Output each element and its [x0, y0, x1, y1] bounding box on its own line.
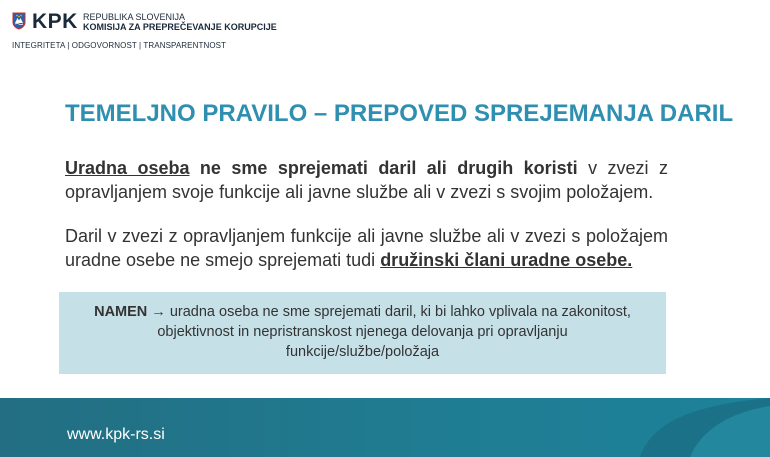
org-name-line2: KOMISIJA ZA PREPREČEVANJE KORUPCIJE: [83, 22, 277, 32]
website-link[interactable]: www.kpk-rs.si: [67, 426, 165, 443]
purpose-box: [59, 292, 666, 374]
org-name-line1: REPUBLIKA SLOVENIJA: [83, 12, 186, 22]
decorative-swoosh: [620, 398, 770, 457]
rule-context: v zvezi z opravljanjem svoje funkcije ali javne službe ali v zvezi s svojim položajem.: [65, 158, 668, 202]
purpose-text: uradna oseba ne sme sprejemati daril, ki bi lahko vplivala na zakonitost, objektivnost in nepristranskost njenega delovanja pri opravljanju funkcije/službe/položaja: [157, 304, 631, 360]
subject-official: Uradna oseba: [65, 158, 190, 178]
rule-paragraph: [65, 156, 668, 204]
family-emphasis: družinski člani uradne osebe.: [380, 250, 633, 270]
logo-kpk: KPK: [32, 10, 78, 33]
slide-title: TEMELJNO PRAVILO – PREPOVED SPREJEMANJA DARIL: [65, 100, 734, 127]
org-tagline: INTEGRITETA | ODGOVORNOST | TRANSPARENTNOST: [12, 41, 227, 50]
purpose-label: NAMEN: [94, 304, 148, 320]
rule-statement: ne sme sprejemati daril ali drugih koristi: [189, 158, 578, 178]
footer-bar: [0, 398, 770, 457]
family-paragraph: [65, 224, 668, 272]
slovenia-crest-icon: [12, 12, 26, 30]
family-text: Daril v zvezi z opravljanjem funkcije ali javne službe ali v zvezi s položajem uradne osebe ne smejo sprejemati tudi: [65, 226, 668, 270]
arrow-icon: →: [147, 304, 170, 320]
